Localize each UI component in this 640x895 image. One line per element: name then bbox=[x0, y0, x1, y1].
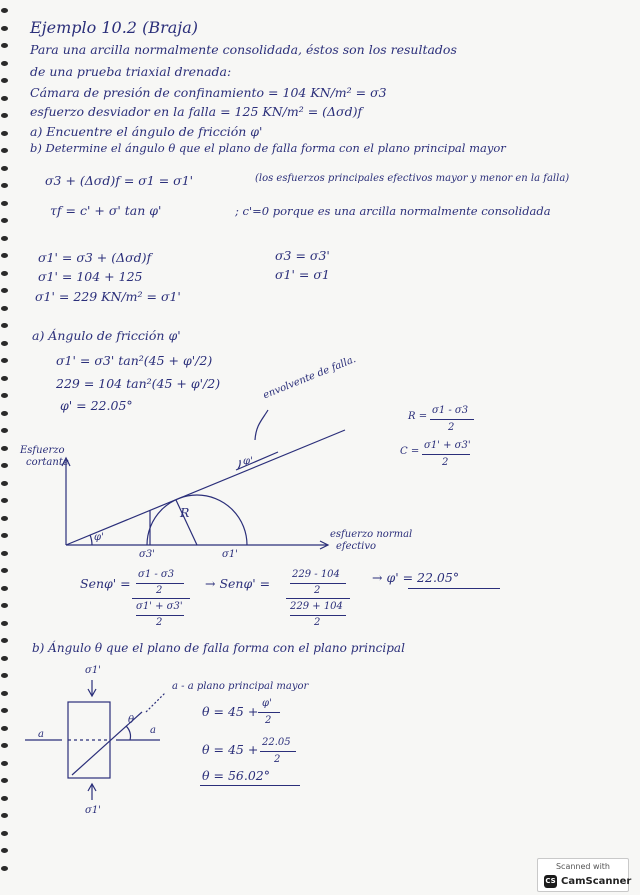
equation-shear-strength: τf = c' + σ' tan φ' bbox=[50, 203, 162, 218]
theta-eq1-lhs: θ = 45 + bbox=[202, 704, 259, 719]
statement-line-1: Para una arcilla normalmente consolidada, éstos son los resultados bbox=[30, 42, 457, 57]
normal-axis-label-1: esfuerzo normal bbox=[330, 529, 413, 540]
sigma1-top-label: σ1' bbox=[85, 665, 101, 676]
theta-eq1-bar bbox=[258, 712, 280, 713]
sin-arrow: → Senφ' = bbox=[205, 576, 271, 591]
r-formula-lhs: R = bbox=[408, 411, 428, 422]
page-title: Ejemplo 10.2 (Braja) bbox=[30, 18, 198, 37]
statement-line-5: a) Encuentre el ángulo de fricción φ' bbox=[30, 124, 263, 139]
theta-result-underline bbox=[200, 785, 300, 786]
sin-num-num: σ1 - σ3 bbox=[138, 569, 175, 580]
theta-eq2-bar bbox=[260, 751, 296, 752]
theta-label: θ bbox=[128, 715, 135, 726]
sigma1-bottom-label: σ1' bbox=[85, 805, 101, 816]
shear-axis-label-1: Esfuerzo bbox=[20, 445, 65, 456]
radius-label: R bbox=[180, 505, 190, 520]
part-b-heading: b) Ángulo θ que el plano de falla forma con el plano principal bbox=[32, 641, 405, 655]
theta-eq2-den: 2 bbox=[274, 754, 281, 765]
part-a-line-1: σ1' = σ3' tan²(45 + φ'/2) bbox=[56, 353, 213, 368]
r-formula-num: σ1 - σ3 bbox=[432, 405, 469, 416]
part-a-line-2: 229 = 104 tan²(45 + φ'/2) bbox=[56, 376, 221, 391]
part-a-result: φ' = 22.05° bbox=[60, 398, 133, 413]
sin-val-den-num: 229 + 104 bbox=[290, 601, 343, 612]
theta-eq1-num: φ' bbox=[262, 698, 272, 709]
equation-sigma3-equal: σ3 = σ3' bbox=[275, 248, 330, 263]
c-formula-num: σ1' + σ3' bbox=[424, 440, 471, 451]
normal-axis-label-2: efectivo bbox=[336, 541, 377, 552]
equation-sigma1-result: σ1' = 229 KN/m² = σ1' bbox=[35, 289, 181, 304]
a-left-label: a bbox=[38, 729, 44, 740]
sin-num-den: 2 bbox=[156, 585, 163, 596]
sigma3-label: σ3' bbox=[139, 549, 155, 560]
theta-arc bbox=[126, 726, 131, 740]
part-a-heading: a) Ángulo de fricción φ' bbox=[32, 328, 181, 343]
phi-envelope-label: φ' bbox=[243, 456, 253, 467]
sin-val-den-den: 2 bbox=[314, 617, 321, 628]
sin-val-num-num: 229 - 104 bbox=[292, 569, 340, 580]
phi-origin-label: φ' bbox=[94, 532, 104, 543]
equation-sigma1: σ1' = σ3 + (Δσd)f bbox=[38, 250, 152, 265]
r-formula-den: 2 bbox=[448, 422, 455, 433]
sin-val-num-den: 2 bbox=[314, 585, 321, 596]
camscanner-logo-icon: CS bbox=[544, 875, 557, 888]
plane-pointer bbox=[146, 693, 165, 712]
sin-lhs: Senφ' = bbox=[80, 576, 131, 591]
statement-line-4: esfuerzo desviador en la falla = 125 KN/m² = (Δσd)f bbox=[30, 104, 363, 119]
equation-principal-note: (los esfuerzos principales efectivos mayor y menor en la falla) bbox=[255, 173, 570, 184]
scanned-with-text: Scanned with bbox=[555, 862, 611, 871]
plane-label: a - a plano principal mayor bbox=[172, 681, 309, 692]
c-formula-den: 2 bbox=[442, 457, 449, 468]
sin-den-num: σ1' + σ3' bbox=[136, 601, 183, 612]
statement-line-6: b) Determine el ángulo θ que el plano de falla forma con el plano principal mayor bbox=[30, 141, 506, 155]
sigma1-label: σ1' bbox=[222, 549, 238, 560]
theta-eq2-num: 22.05 bbox=[262, 737, 291, 748]
envelope-label: envolvente de falla. bbox=[261, 353, 358, 402]
shear-axis-label-2: cortante bbox=[26, 457, 69, 468]
equation-sum: σ1' = 104 + 125 bbox=[38, 269, 143, 284]
camscanner-name: CamScanner bbox=[561, 876, 632, 887]
equation-shear-note: ; c'=0 porque es una arcilla normalmente consolidada bbox=[235, 204, 551, 218]
sin-den-den: 2 bbox=[156, 617, 163, 628]
theta-eq1-den: 2 bbox=[265, 715, 272, 726]
camscanner-watermark bbox=[537, 858, 632, 892]
statement-line-3: Cámara de presión de confinamiento = 104 KN/m² = σ3 bbox=[30, 85, 387, 100]
equation-principal-stress: σ3 + (Δσd)f = σ1 = σ1' bbox=[45, 173, 194, 188]
statement-line-2: de una prueba triaxial drenada: bbox=[30, 64, 232, 79]
equation-sigma1-equal: σ1' = σ1 bbox=[275, 267, 330, 282]
sin-result: → φ' = 22.05° bbox=[372, 570, 460, 585]
c-formula-lhs: C = bbox=[400, 446, 420, 457]
theta-eq2-lhs: θ = 45 + bbox=[202, 742, 259, 757]
theta-result: θ = 56.02° bbox=[202, 768, 270, 783]
a-right-label: a bbox=[150, 725, 156, 736]
